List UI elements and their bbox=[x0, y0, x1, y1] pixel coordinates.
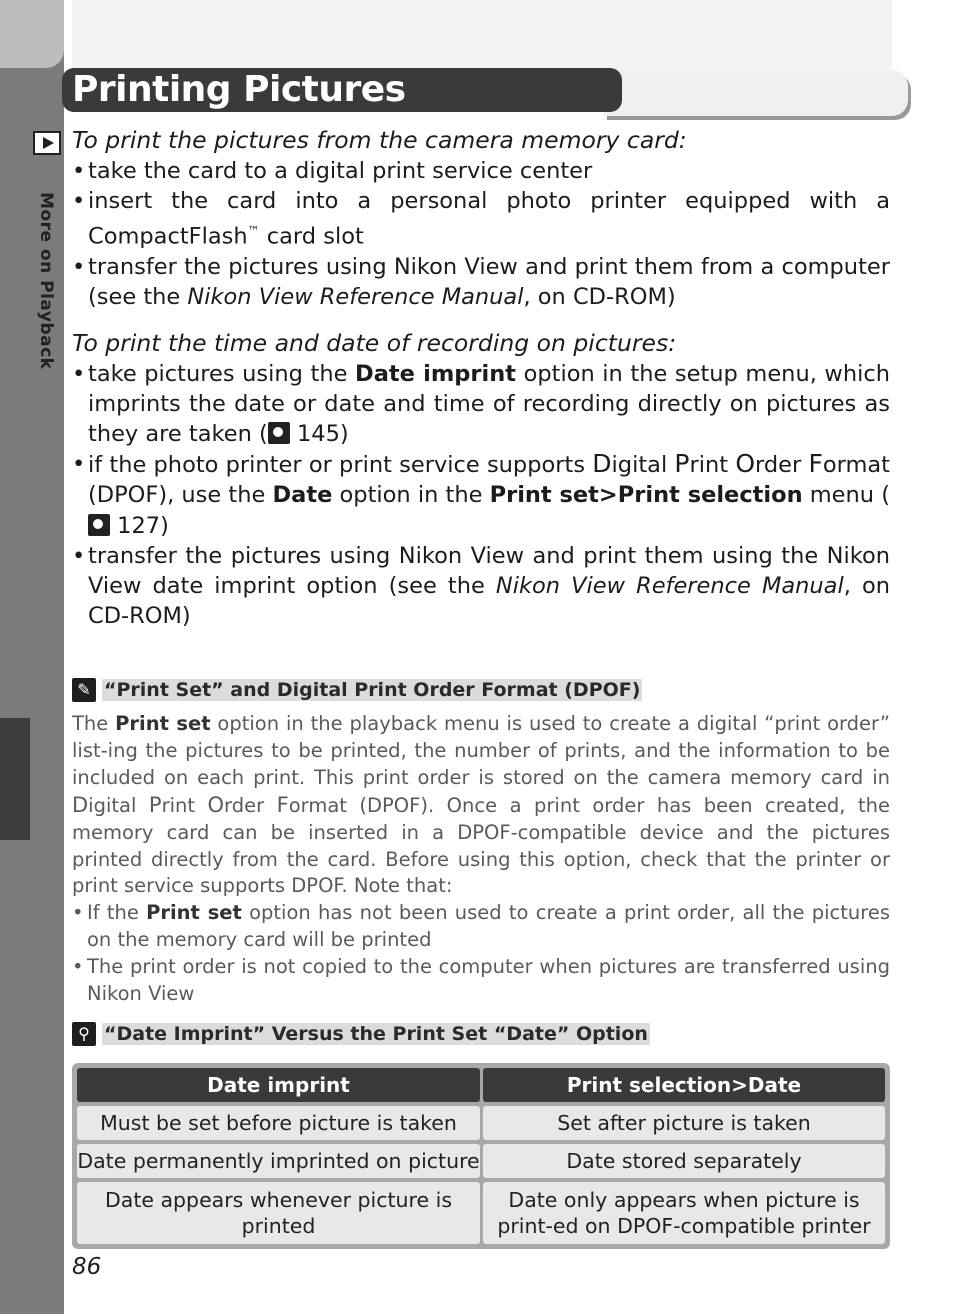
comparison-table bbox=[72, 1063, 890, 1249]
note-pencil-icon: ✎ bbox=[72, 678, 96, 702]
note1-list bbox=[72, 900, 890, 1008]
corner-tab bbox=[0, 0, 64, 68]
table-header: Print selection>Date bbox=[483, 1068, 885, 1102]
table-cell: Date stored separately bbox=[483, 1144, 885, 1178]
side-label: More on Playback bbox=[36, 192, 56, 370]
chapter-marker bbox=[0, 718, 30, 840]
note1-heading: ✎ “Print Set” and Digital Print Order Format (DPOF) bbox=[72, 678, 642, 702]
table-cell: Date appears whenever picture is printed bbox=[77, 1182, 480, 1244]
page-number: 86 bbox=[72, 1254, 102, 1280]
list-item: • If the Print set option has not been used to create a print order, all the pictures on the memory card will be printed bbox=[72, 900, 890, 954]
table-cell: Date only appears when picture is print-ed on DPOF-compatible printer bbox=[483, 1182, 885, 1244]
list-item: • The print order is not copied to the computer when pictures are transferred using Nikon View bbox=[72, 954, 890, 1008]
section2-heading: To print the time and date of recording on pictures: bbox=[72, 328, 677, 357]
page-reference-icon bbox=[268, 422, 290, 444]
page-reference-icon bbox=[88, 514, 110, 536]
title-bar-shadow bbox=[604, 70, 908, 116]
list-item: • if the photo printer or print service supports Digital Print Order Format (DPOF), use the Date option in the Print set>Print selection menu ( 127) bbox=[72, 449, 890, 541]
section1-heading: To print the pictures from the camera memory card: bbox=[72, 126, 687, 154]
list-item: • take pictures using the Date imprint option in the setup menu, which imprints the date or date and time of recording directly on pictures as they are taken ( 145) bbox=[72, 359, 890, 450]
section2-list bbox=[72, 359, 890, 632]
main-content bbox=[72, 124, 890, 631]
note2-heading: ⚲ “Date Imprint” Versus the Print Set “Date” Option bbox=[72, 1022, 650, 1046]
page-ref-link[interactable]: 145 bbox=[296, 420, 340, 447]
page-title: Printing Pictures bbox=[62, 68, 622, 112]
note1-body bbox=[72, 711, 890, 1008]
section1-list bbox=[72, 156, 890, 313]
playback-icon bbox=[33, 131, 61, 155]
table-cell: Date permanently imprinted on picture bbox=[77, 1144, 480, 1178]
note1-paragraph: The Print set option in the playback menu is used to create a digital “print order” list-ing the pictures to be printed, the number of prints, and the information to be included on each print. This print order is stored on the camera memory card in Digital Print Order Format (DPOF). Once a print order has been created, the memory card can be inserted in a DPOF-compatible device and the pictures printed directly from the card. Before using this option, check that the printer or print service supports DPOF. Note that: bbox=[72, 712, 891, 898]
note-magnifier-icon: ⚲ bbox=[72, 1022, 96, 1046]
table-cell: Must be set before picture is taken bbox=[77, 1106, 480, 1140]
list-item: • insert the card into a personal photo printer equipped with a CompactFlash™ card slot bbox=[72, 186, 890, 252]
list-item: • transfer the pictures using Nikon View and print them from a computer (see the Nikon View Reference Manual, on CD-ROM) bbox=[72, 252, 890, 312]
table-cell: Set after picture is taken bbox=[483, 1106, 885, 1140]
list-item: • transfer the pictures using Nikon View and print them using the Nikon View date imprint option (see the Nikon View Reference Manual, on CD-ROM) bbox=[72, 541, 890, 632]
list-item: • take the card to a digital print service center bbox=[72, 156, 890, 186]
table-header: Date imprint bbox=[77, 1068, 480, 1102]
page-ref-link[interactable]: 127 bbox=[117, 512, 161, 539]
